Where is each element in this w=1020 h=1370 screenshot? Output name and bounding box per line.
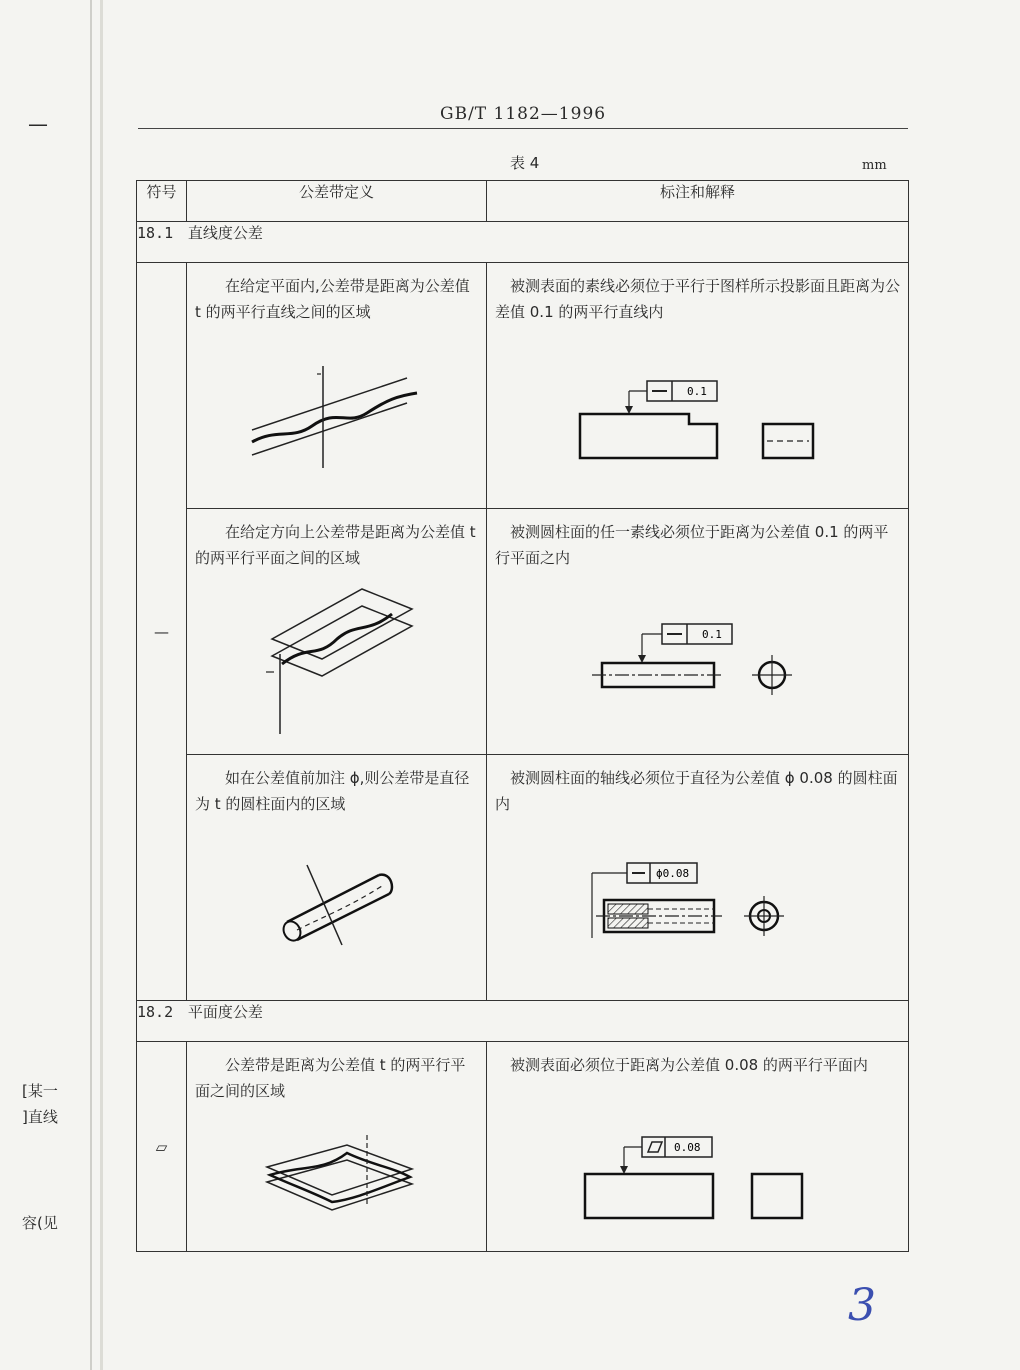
- header-symbol: 符号: [137, 181, 187, 222]
- section-heading: [137, 1001, 909, 1042]
- table-row: [137, 263, 909, 509]
- page-number: 3: [848, 1280, 876, 1331]
- section-row: [137, 1001, 909, 1042]
- tolerance-zone-planes-diagram: [262, 584, 422, 734]
- flatness-symbol: ▱: [137, 1042, 187, 1252]
- frame-value: 0.08: [674, 1141, 701, 1154]
- header-annotation: 标注和解释: [487, 181, 909, 222]
- definition-text: 在给定平面内,公差带是距离为公差值 t 的两平行直线之间的区域: [195, 277, 470, 321]
- definition-text: 公差带是距离为公差值 t 的两平行平面之间的区域: [195, 1056, 466, 1100]
- annotation-cell: [487, 509, 909, 755]
- annotation-text: 被测圆柱面的轴线必须位于直径为公差值 ϕ 0.08 的圆柱面内: [495, 769, 898, 813]
- section-title: 直线度公差: [187, 224, 263, 242]
- binding-shadow: [100, 0, 103, 1370]
- annotation-text: 被测表面的素线必须位于平行于图样所示投影面且距离为公差值 0.1 的两平行直线内: [495, 277, 901, 321]
- margin-text-3: 容(见: [22, 1214, 58, 1232]
- section-row: [137, 222, 909, 263]
- flatness-zone-diagram: [262, 1127, 422, 1217]
- margin-dash: —: [28, 112, 48, 136]
- definition-cell: [187, 755, 487, 1001]
- tolerance-zone-lines-diagram: [247, 358, 427, 473]
- annotation-text: 被测表面必须位于距离为公差值 0.08 的两平行平面内: [510, 1056, 868, 1074]
- margin-text-2: ]直线: [22, 1108, 58, 1126]
- frame-value: 0.1: [702, 628, 722, 641]
- section-number: 18.1: [137, 224, 174, 242]
- definition-text: 如在公差值前加注 ϕ,则公差带是直径为 t 的圆柱面内的区域: [195, 769, 470, 813]
- frame-value: ϕ0.08: [656, 867, 690, 880]
- annotation-cell: [487, 1042, 909, 1252]
- frame-value: 0.1: [687, 385, 707, 398]
- standard-number: GB/T 1182—1996: [440, 104, 607, 124]
- definition-cell: [187, 1042, 487, 1252]
- section-title: 平面度公差: [187, 1003, 263, 1021]
- section-number: 18.2: [137, 1003, 174, 1021]
- drawing-annotation-diagram: [582, 1134, 822, 1234]
- drawing-annotation-diagram: [582, 860, 802, 950]
- binding-line: [90, 0, 92, 1370]
- header-rule: [138, 128, 908, 129]
- header-definition: 公差带定义: [187, 181, 487, 222]
- tolerance-zone-cylinder-diagram: [267, 850, 407, 950]
- table-row: [137, 1042, 909, 1252]
- annotation-cell: [487, 263, 909, 509]
- unit-label: mm: [862, 158, 887, 173]
- annotation-cell: [487, 755, 909, 1001]
- table-title: 表 4: [510, 154, 540, 172]
- drawing-annotation-diagram: [577, 378, 827, 478]
- straightness-symbol: —: [137, 263, 187, 1001]
- annotation-text: 被测圆柱面的任一素线必须位于距离为公差值 0.1 的两平行平面之内: [495, 523, 889, 567]
- definition-cell: [187, 263, 487, 509]
- table-row: [137, 755, 909, 1001]
- definition-cell: [187, 509, 487, 755]
- definition-text: 在给定方向上公差带是距离为公差值 t 的两平行平面之间的区域: [195, 523, 476, 567]
- tolerance-table: [136, 180, 909, 1252]
- table-row: [137, 509, 909, 755]
- drawing-annotation-diagram: [592, 621, 812, 711]
- section-heading: [137, 222, 909, 263]
- header-row: [137, 181, 909, 222]
- margin-text-1: [某一: [22, 1082, 58, 1100]
